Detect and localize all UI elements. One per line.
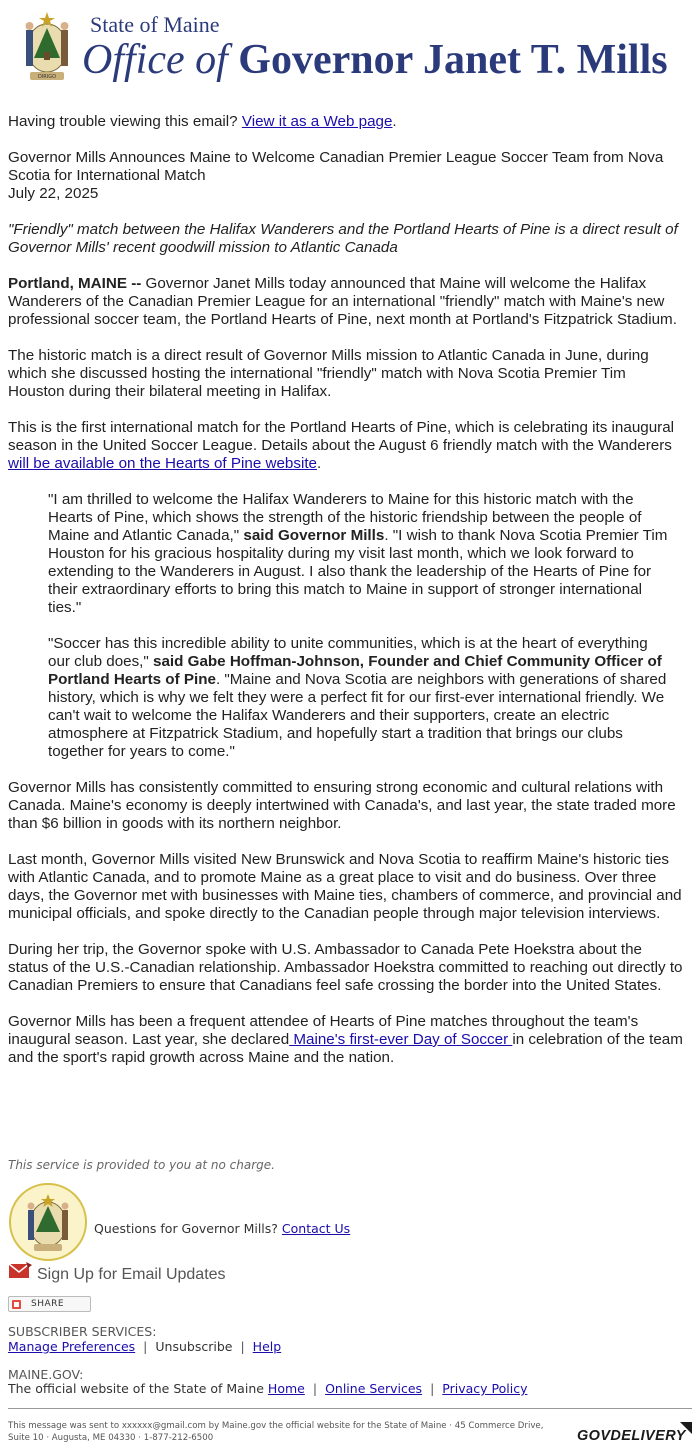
govdelivery-arrow-icon — [680, 1422, 692, 1434]
paragraph-6: During her trip, the Governor spoke with U.S. Ambassador to Canada Pete Hoekstra about the status of the U.S.-Canadian relationship. Ambassador Hoekstra committed to reaching out directly to Canadian Premiers to ensure that Canadians feel safe crossing the border into the United States. — [8, 941, 683, 994]
contact-us-link[interactable]: Contact Us — [281, 1221, 351, 1236]
separator: | — [430, 1381, 435, 1396]
home-link[interactable]: Home — [267, 1381, 305, 1396]
questions-line — [94, 1221, 350, 1236]
subscriber-services-title: SUBSCRIBER SERVICES: — [8, 1324, 157, 1339]
subscriber-links — [8, 1339, 281, 1354]
day-of-soccer-link[interactable]: Maine's first-ever Day of Soccer — [289, 1031, 513, 1048]
quote-governor-text-b: . "I wish to thank Nova Scotia Premier Tim Houston for his gracious hospitality during my visit last month, which we look forward to extending to the Wanderers in August. I also thank the leadership of the Hearts of Pine for their extraordinary efforts to bring this match to Maine in support of stronger international ties." — [48, 527, 668, 616]
paragraph-3 — [8, 419, 684, 473]
share-plus-icon — [12, 1300, 21, 1309]
quote-governor-text-a: "I am thrilled to welcome the Halifax Wanderers to Maine for this historic match with the Hearts of Pine, which shows the strength of the historic friendship between the people of Maine and Atlantic Canada," — [48, 491, 642, 544]
envelope-icon — [8, 1262, 32, 1280]
paragraph-3-end: . — [317, 455, 322, 472]
maine-gov-title: MAINE.GOV: — [8, 1367, 84, 1382]
subhead-text: "Friendly" match between the Halifax Wanderers and the Portland Hearts of Pine is a direct result of Governor Mills' recent goodwill mission to Atlantic Canada — [8, 221, 678, 256]
quote-founder-text-b: . "Maine and Nova Scotia are neighbors with generations of shared history, which is why we felt they were a perfect fit for our first-ever international friendly. We can't wait to welcome the Halifax Wanderers and their supporters, create an electric atmosphere at Fitzpatrick Stadium, and hopefully start a tradition that brings our clubs together for years to come." — [48, 671, 667, 760]
paragraph-1-text: Governor Janet Mills today announced that Maine will welcome the Halifax Wanderers of the Canadian Premier League for an international "friendly" match with Maine's new professional soccer team, the Portland Hearts of Pine, next month at Portland's Fitzpatrick Stadium. — [8, 275, 677, 328]
online-services-link[interactable]: Online Services — [325, 1381, 423, 1396]
paragraph-3-text: This is the first international match for the Portland Hearts of Pine, which is celebrating its inaugural season in the United Soccer League. Details about the August 6 friendly match with the Wanderers — [8, 419, 675, 454]
manage-preferences-link[interactable]: Manage Preferences — [8, 1339, 136, 1354]
free-service-notice: This service is provided to you at no charge. — [8, 1158, 275, 1172]
header-governor-name: Governor Janet T. Mills — [238, 37, 668, 83]
blockquote — [48, 491, 668, 761]
footer-divider — [8, 1408, 692, 1409]
separator: | — [240, 1339, 245, 1354]
signup-row[interactable] — [8, 1258, 308, 1284]
privacy-policy-link[interactable]: Privacy Policy — [442, 1381, 528, 1396]
quote-governor — [48, 491, 668, 617]
paragraph-7-text: Governor Mills has been a frequent attendee of Hearts of Pine matches throughout the team's inaugural season. Last year, she declared — [8, 1013, 639, 1048]
share-button[interactable] — [8, 1296, 91, 1312]
govdelivery-logo[interactable] — [576, 1422, 692, 1444]
paragraph-2: The historic match is a direct result of Governor Mills mission to Atlantic Canada in June, during which she discussed hosting the international "friendly" match with Nova Scotia Premier Tim Houston during their bilateral meeting in Halifax. — [8, 347, 649, 400]
fine-print: This message was sent to xxxxxx@gmail.com by Maine.gov the official website for the State of Maine · 45 Commerce Drive, Suite 10 · Augusta, ME 04330 · 1-877-212-6500 — [8, 1421, 544, 1443]
share-label: SHARE — [31, 1299, 65, 1309]
govdelivery-text: GOVDELIVERY — [577, 1428, 686, 1444]
separator: | — [143, 1339, 148, 1354]
trouble-text: Having trouble viewing this email? — [8, 113, 238, 130]
signup-link[interactable]: Sign Up for Email Updates — [37, 1266, 226, 1283]
paragraph-5: Last month, Governor Mills visited New Brunswick and Nova Scotia to reaffirm Maine's historic ties with Atlantic Canada, and to promote Maine as a great place to visit and do business. Over three days, the Governor met with businesses with Maine ties, chambers of commerce, and provincial and municipal officials, and spoke directly to the Canadian people through major television interviews. — [8, 851, 682, 922]
trouble-end: . — [392, 113, 397, 130]
governor-seal-icon — [8, 1182, 88, 1262]
header-office-title — [82, 36, 668, 84]
quote-founder-attribution: said Gabe Hoffman-Johnson, Founder and Chief Community Officer of Portland Hearts of Pine — [48, 653, 662, 688]
paragraph-4: Governor Mills has consistently committed to ensuring strong economic and cultural relations with Canada. Maine's economy is deeply intertwined with Canada's, and last year, the state traded more than $6 billion in goods with its northern neighbor. — [8, 779, 676, 832]
hearts-of-pine-website-link[interactable]: will be available on the Hearts of Pine website — [8, 455, 317, 472]
quote-governor-attribution: said Governor Mills — [239, 527, 385, 544]
dateline: Portland, MAINE -- — [8, 275, 142, 292]
maine-gov-links — [8, 1381, 527, 1396]
header-state: State of Maine — [90, 12, 220, 37]
quote-founder-text-a: "Soccer has this incredible ability to unite communities, which is at the heart of everything our club does," — [48, 635, 648, 670]
paragraph-7 — [8, 1013, 684, 1067]
header-office-prefix: Office of — [82, 37, 228, 83]
maine-gov-description: The official website of the State of Maine — [8, 1381, 264, 1396]
maine-state-seal-icon — [16, 8, 78, 86]
subhead — [8, 221, 684, 257]
separator: | — [312, 1381, 318, 1396]
headline-date: July 22, 2025 — [8, 185, 99, 202]
svg-text:DIRIGO: DIRIGO — [37, 74, 57, 80]
unsubscribe-link[interactable]: Unsubscribe — [155, 1339, 233, 1354]
headline-block — [8, 149, 684, 203]
questions-text: Questions for Governor Mills? — [94, 1221, 278, 1236]
view-web-page-link[interactable]: View it as a Web page — [241, 113, 393, 130]
quote-founder — [48, 635, 668, 761]
paragraph-1 — [8, 275, 684, 329]
view-trouble-line — [8, 113, 684, 131]
headline-title: Governor Mills Announces Maine to Welcome Canadian Premier League Soccer Team from Nova Scotia for International Match — [8, 149, 664, 184]
paragraph-7-end: in celebration of the team and the sport's rapid growth across Maine and the nation. — [8, 1031, 683, 1066]
help-link[interactable]: Help — [252, 1339, 282, 1354]
email-body — [8, 113, 684, 1085]
email-header — [10, 6, 690, 86]
